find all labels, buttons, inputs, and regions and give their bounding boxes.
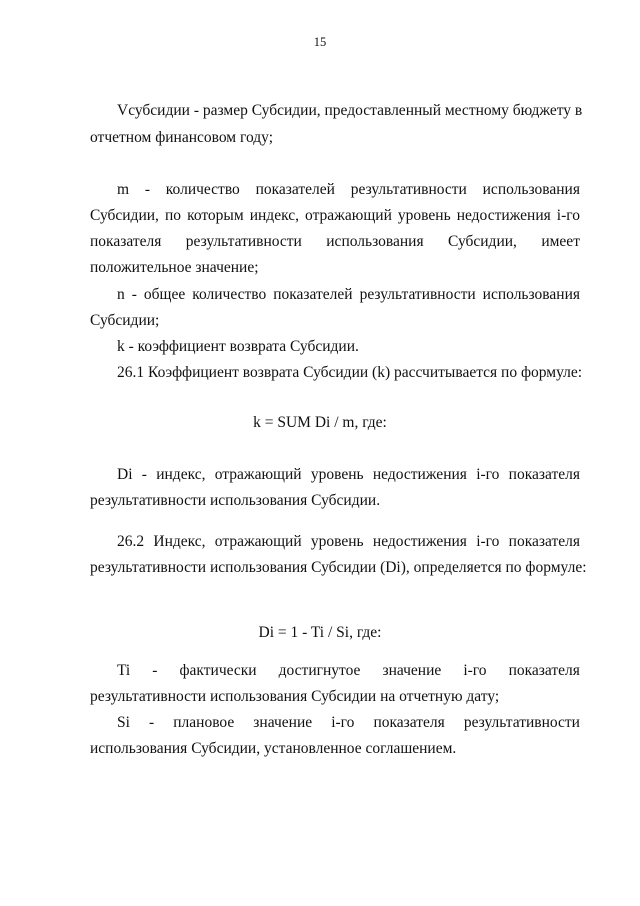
para1-line1 [117, 101, 583, 121]
para1-line2: отчетном финансовом году; [90, 129, 274, 146]
para5: 26.1 Коэффициент возврата Субсидии (k) рассчитывается по формуле: [117, 364, 583, 381]
para9-word: - [149, 714, 155, 731]
para9-word: значение [253, 714, 313, 731]
para8-line2: результативности использования Субсидии на отчетную дату; [90, 688, 500, 705]
para2-word: Субсидии, [448, 233, 517, 250]
para8-word: достигнутое [278, 662, 361, 679]
para3-line2: Субсидии; [90, 312, 160, 329]
para2-line2 [90, 206, 580, 226]
para2-word: использования [326, 233, 424, 250]
para1-line1-text: Vсубсидии - размер Субсидии, предоставленный местному бюджету в [117, 102, 583, 119]
para6-line1 [117, 465, 580, 485]
para2-word: имеет [541, 233, 580, 250]
para2-word: использования [482, 181, 580, 198]
para2-word: количество [165, 181, 240, 198]
para9-word: показателя [373, 714, 445, 731]
para9-line2: использования Субсидии, установленное соглашением. [90, 740, 457, 757]
para8-word: показателя [508, 662, 580, 679]
para3-line1 [117, 285, 580, 305]
para9-word: результативности [463, 714, 580, 731]
para4: k - коэффициент возврата Субсидии. [117, 338, 359, 355]
para8-word: значение [382, 662, 442, 679]
para9-word: плановое [173, 714, 235, 731]
para6-line2: результативности использования Субсидии. [90, 492, 381, 509]
para2-line1 [117, 180, 580, 200]
para9-word: i-го [331, 714, 355, 731]
para2-word: показателя [90, 233, 162, 250]
para2-word: результативности [185, 233, 302, 250]
para7-line2: результативности использования Субсидии (Di), определяется по формуле: [90, 559, 587, 576]
para7-line1 [117, 532, 580, 552]
page-number: 15 [313, 35, 327, 49]
para2-word: результативности [350, 181, 467, 198]
para8-word: фактически [179, 662, 257, 679]
para2-line3 [90, 232, 580, 252]
para9-word: Si [117, 714, 130, 731]
para7-line1-text: 26.2 Индекс, отражающий уровень недостижения i-го показателя [117, 533, 580, 550]
para2-line2-text: Субсидии, по которым индекс, отражающий уровень недостижения i-го [90, 207, 580, 224]
formula-di: Di = 1 - Ti / Si, где: [258, 624, 382, 641]
para8-word: i-го [463, 662, 487, 679]
para2-word: m [117, 181, 130, 198]
para8-word: Ti [117, 662, 131, 679]
para6-line1-text: Di - индекс, отражающий уровень недостижения i-го показателя [117, 466, 580, 483]
para8-line1 [117, 661, 580, 681]
para9-line1 [117, 713, 580, 733]
para2-line4: положительное значение; [90, 259, 259, 276]
formula-k: k = SUM Di / m, где: [253, 414, 387, 431]
para8-word: - [152, 662, 158, 679]
para2-word: - [144, 181, 151, 198]
para2-word: показателей [255, 181, 335, 198]
para3-line1-text: n - общее количество показателей результативности использования [117, 286, 580, 303]
